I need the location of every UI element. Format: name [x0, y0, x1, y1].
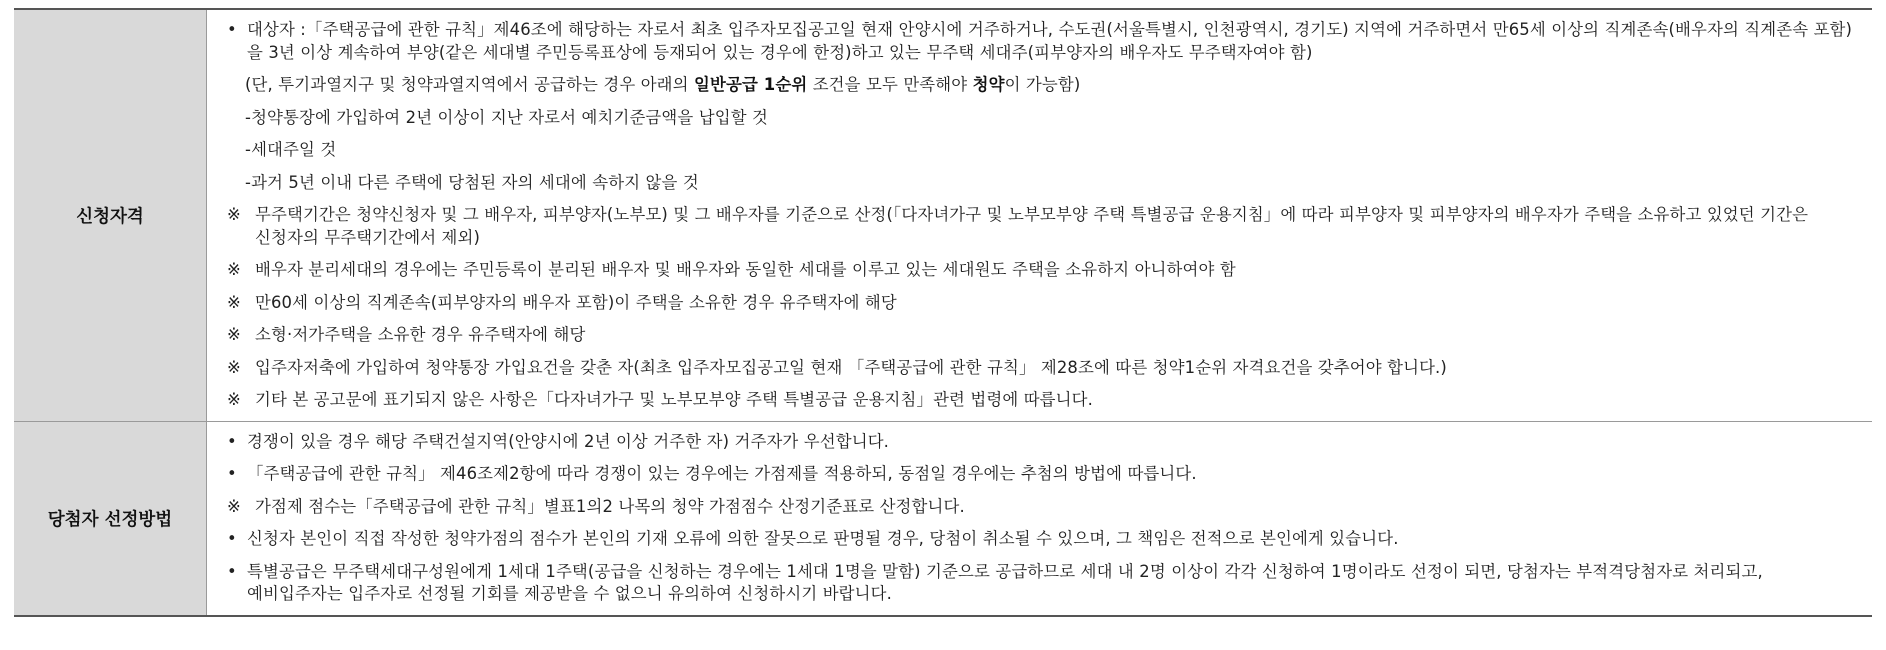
note-mark: ※ — [227, 260, 241, 279]
list-item-text: 특별공급은 무주택세대구성원에게 1세대 1주택(공급을 신청하는 경우에는 1세대 1명을 말함) 기준으로 공급하므로 세대 내 2명 이상이 각각 신청하여 1명이라도 선정이 되면, 당첨자는 부적격당첨자로 처리되고, 예비입주자는 입주자로 선정될 기회를 제공받을 수 없으니 유의하여 신청하시기 바랍니다. — [247, 561, 1763, 603]
note-item — [227, 496, 1862, 519]
row-label-eligibility: 신청자격 — [14, 9, 207, 421]
note-text: 기타 본 공고문에 표기되지 않은 사항은「다자녀가구 및 노부모부양 주택 특별공급 운용지침」관련 법령에 따릅니다. — [255, 390, 1093, 409]
note-mark: ※ — [227, 390, 241, 409]
emphasis-text: 일반공급 1순위 — [694, 75, 808, 94]
list-item-text-pre: (단, 투기과열지구 및 청약과열지역에서 공급하는 경우 아래의 — [245, 75, 695, 94]
note-item — [227, 357, 1862, 380]
note-mark: ※ — [227, 325, 241, 344]
note-mark: ※ — [227, 292, 241, 312]
note-mark: ※ — [227, 496, 241, 516]
note-text: 무주택기간은 청약신청자 및 그 배우자, 피부양자(노부모) 및 그 배우자를 기준으로 산정(「다자녀가구 및 노부모부양 주택 특별공급 운용지침」에 따라 피부양자 및 피부양자의 배우자가 주택을 소유하고 있었던 기간은 신청자의 무주택기간에서 제외) — [255, 205, 1809, 247]
row-label-selection: 당첨자 선정방법 — [14, 421, 207, 616]
note-item — [227, 324, 1862, 347]
list-item-text-mid: 조건을 모두 만족해야 — [807, 75, 973, 94]
note-text: 만60세 이상의 직계존속(피부양자의 배우자 포함)이 주택을 소유한 경우 유주택자에 해당 — [255, 292, 897, 312]
list-item — [227, 172, 1862, 195]
table-row-selection — [14, 421, 1872, 616]
list-item — [227, 107, 1862, 130]
bullet-mark: • — [227, 464, 237, 483]
list-item-text: 신청자 본인이 직접 작성한 청약가점의 점수가 본인의 기재 오류에 의한 잘못으로 판명될 경우, 당첨이 취소될 수 있으며, 그 책임은 전적으로 본인에게 있습니다. — [247, 529, 1399, 548]
note-mark: ※ — [227, 357, 241, 377]
eligibility-table — [14, 8, 1872, 617]
list-item — [227, 431, 1862, 454]
list-item-text: 경쟁이 있을 경우 해당 주택건설지역(안양시에 2년 이상 거주한 자) 거주자가 우선합니다. — [247, 431, 890, 451]
list-item — [227, 463, 1862, 486]
table-row-eligibility — [14, 9, 1872, 421]
row-content-selection — [207, 421, 1873, 616]
emphasis-text: 청약 — [972, 75, 1005, 94]
bullet-mark: • — [227, 20, 237, 39]
note-item — [227, 204, 1862, 249]
list-item-text-post: 이 가능함) — [1004, 75, 1081, 94]
note-text: 소형·저가주택을 소유한 경우 유주택자에 해당 — [255, 325, 586, 344]
list-item-text: -과거 5년 이내 다른 주택에 당첨된 자의 세대에 속하지 않을 것 — [245, 172, 699, 192]
note-text: 가점제 점수는「주택공급에 관한 규칙」별표1의2 나목의 청약 가점점수 산정기준표로 산정합니다. — [255, 496, 965, 516]
list-item — [227, 561, 1862, 606]
list-item-text: 대상자 :「주택공급에 관한 규칙」제46조에 해당하는 자로서 최초 입주자모집공고일 현재 안양시에 거주하거나, 수도권(서울특별시, 인천광역시, 경기도) 지역에 거주하면서 만65세 이상의 직계존속(배우자의 직계존속 포함)을 3년 이상 계속하여 부양(같은 세대별 주민등록표상에 등재되어 있는 경우에 한정)하고 있는 무주택 세대주(피부양자의 배우자도 무주택자여야 함) — [247, 20, 1853, 62]
bullet-mark: • — [227, 561, 237, 581]
list-item-text: -청약통장에 가입하여 2년 이상이 지난 자로서 예치기준금액을 납입할 것 — [245, 107, 769, 127]
bullet-mark: • — [227, 529, 237, 548]
list-item — [227, 528, 1862, 551]
note-mark: ※ — [227, 205, 241, 224]
list-item — [227, 74, 1862, 97]
note-text: 배우자 분리세대의 경우에는 주민등록이 분리된 배우자 및 배우자와 동일한 세대를 이루고 있는 세대원도 주택을 소유하지 아니하여야 함 — [255, 260, 1236, 279]
bullet-mark: • — [227, 431, 237, 451]
list-item — [227, 139, 1862, 162]
note-item — [227, 389, 1862, 412]
note-text: 입주자저축에 가입하여 청약통장 가입요건을 갖춘 자(최초 입주자모집공고일 현재 「주택공급에 관한 규칙」 제28조에 따른 청약1순위 자격요건을 갖추어야 합니다.) — [255, 357, 1447, 377]
note-item — [227, 292, 1862, 315]
note-item — [227, 259, 1862, 282]
list-item-text: 「주택공급에 관한 규칙」 제46조제2항에 따라 경쟁이 있는 경우에는 가점제를 적용하되, 동점일 경우에는 추첨의 방법에 따릅니다. — [247, 464, 1197, 483]
list-item — [227, 19, 1862, 64]
list-item-text: -세대주일 것 — [245, 140, 337, 159]
row-content-eligibility — [207, 9, 1873, 421]
